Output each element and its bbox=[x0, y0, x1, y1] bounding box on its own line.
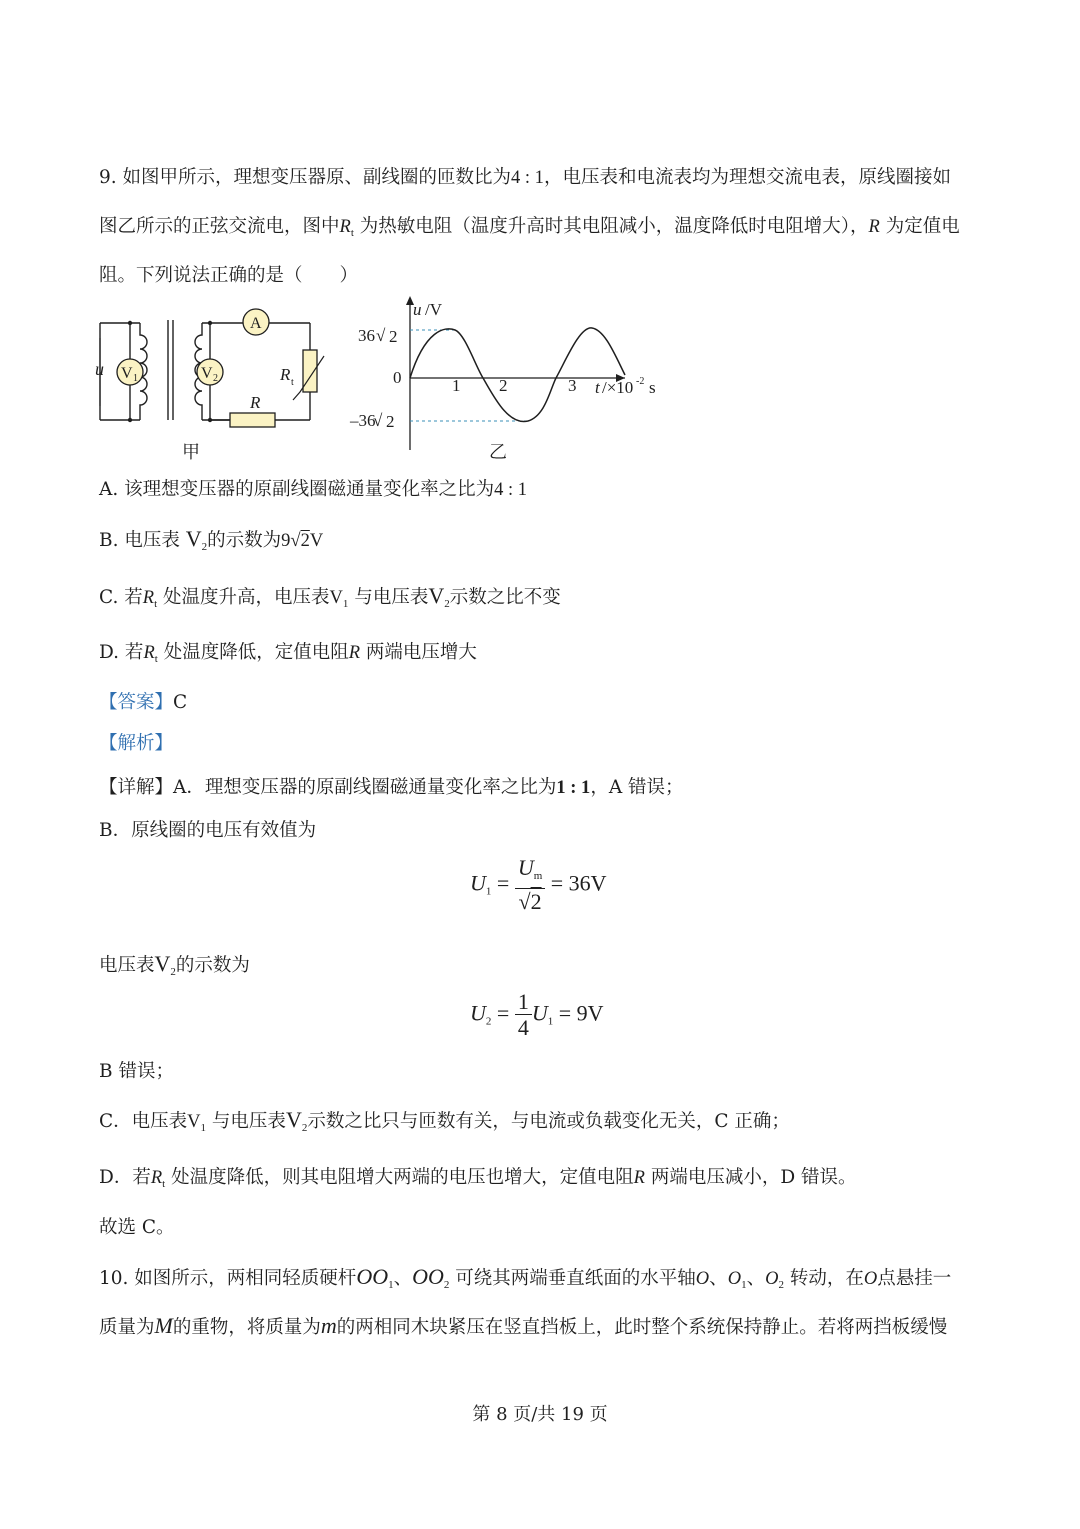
detail-choose: 故选 C。 bbox=[99, 1217, 175, 1238]
equation-u2: $U_2$ = $\frac{1}{4}$ $U_1 = 9V$ bbox=[470, 989, 604, 1040]
q9-figure bbox=[90, 290, 690, 470]
voltmeter-v2 bbox=[197, 359, 223, 385]
svg-text:36: 36 bbox=[358, 326, 375, 345]
ammeter bbox=[243, 309, 269, 335]
svg-text:√: √ bbox=[373, 411, 383, 430]
svg-text:2: 2 bbox=[389, 327, 398, 346]
option-c: C. 若$R_t$ 处温度升高，电压表$V_1$ 与电压表$V_2$示数之比不变 bbox=[99, 583, 561, 610]
svg-text:s: s bbox=[649, 378, 656, 397]
answer-label: 【答案】 bbox=[99, 692, 174, 713]
analysis-label: 【解析】 bbox=[99, 733, 174, 754]
svg-text:R: R bbox=[250, 393, 261, 412]
answer-value: C bbox=[173, 692, 188, 713]
u-label: u bbox=[95, 359, 104, 379]
detail-b: B．原线圈的电压有效值为 bbox=[99, 820, 317, 841]
q10-line-2: 质量为M的重物，将质量为m的两相同木块紧压在竖直挡板上，此时整个系统保持静止。若将两挡板缓慢 bbox=[99, 1313, 948, 1338]
svg-text:t: t bbox=[291, 377, 294, 388]
svg-text:/×10: /×10 bbox=[602, 378, 634, 397]
svg-text:2: 2 bbox=[499, 376, 508, 395]
svg-text:3: 3 bbox=[568, 376, 577, 395]
thermistor-rt bbox=[279, 350, 324, 400]
equation-u1: $U_1$ = $\frac{U_m}{√2}$ = 36V bbox=[470, 855, 607, 914]
svg-text:2: 2 bbox=[386, 412, 395, 431]
detail-b-wrong: B 错误； bbox=[99, 1061, 174, 1082]
page-number: 第 8 页/共 19 页 bbox=[472, 1404, 608, 1425]
detail-d: D．若$R_t$ 处温度降低，则其电阻增大两端的电压也增大，定值电阻R 两端电压减小，D 错误。 bbox=[99, 1167, 857, 1190]
turns-ratio: 4 : 1 bbox=[511, 168, 544, 188]
detail-v2-line: 电压表$V_2$的示数为 bbox=[99, 951, 250, 978]
svg-text:√: √ bbox=[376, 326, 386, 345]
answer-line bbox=[99, 690, 187, 716]
svg-text:1: 1 bbox=[452, 376, 461, 395]
svg-text:/V: /V bbox=[425, 300, 442, 319]
svg-text:t: t bbox=[595, 378, 600, 397]
svg-text:2: 2 bbox=[213, 373, 218, 384]
option-a: A. 该理想变压器的原副线圈磁通量变化率之比为4 : 1 bbox=[99, 479, 528, 500]
svg-text:-2: -2 bbox=[636, 376, 645, 387]
svg-text:R: R bbox=[280, 365, 291, 384]
q10-line-1: 10. 如图所示，两相同轻质硬杆$OO_1$、$OO_2$ 可绕其两端垂直纸面的水平轴O、$O_1$、$O_2$ 转动，在O点悬挂一 bbox=[99, 1264, 952, 1291]
detail-c: C．电压表$V_1$ 与电压表$V_2$示数之比只与匝数有关，与电流或负载变化无关，C 正确； bbox=[99, 1107, 790, 1134]
option-d: D. 若$R_t$ 处温度降低，定值电阻R 两端电压增大 bbox=[99, 642, 477, 665]
voltage-graph bbox=[349, 296, 656, 450]
svg-text:u: u bbox=[413, 300, 422, 319]
svg-text:V: V bbox=[121, 365, 133, 382]
q9-line-1: 9. 如图甲所示，理想变压器原、副线圈的匝数比为4 : 1，电压表和电流表均为理想交流电表，原线圈接如 bbox=[99, 167, 951, 188]
resistor-r bbox=[230, 393, 275, 427]
svg-text:A: A bbox=[250, 315, 262, 332]
graph-caption: 乙 bbox=[489, 442, 507, 462]
circuit-caption: 甲 bbox=[182, 442, 200, 462]
svg-text:–36: –36 bbox=[350, 411, 376, 430]
svg-text:1: 1 bbox=[133, 373, 138, 384]
svg-text:V: V bbox=[201, 365, 213, 382]
svg-text:0: 0 bbox=[393, 368, 402, 387]
q9-line-2: 图乙所示的正弦交流电，图中$R_t$ 为热敏电阻（温度升高时其电阻减小，温度降低时电阻增大），R 为定值电 bbox=[99, 216, 960, 239]
detail-a: 【详解】A．理想变压器的原副线圈磁通量变化率之比为1 : 1，A 错误； bbox=[99, 777, 684, 798]
q9-line-3: 阻。下列说法正确的是（ ） bbox=[99, 265, 359, 286]
option-b: B. 电压表 $V_2$的示数为9√2V bbox=[99, 526, 324, 553]
voltmeter-v1 bbox=[117, 359, 143, 385]
